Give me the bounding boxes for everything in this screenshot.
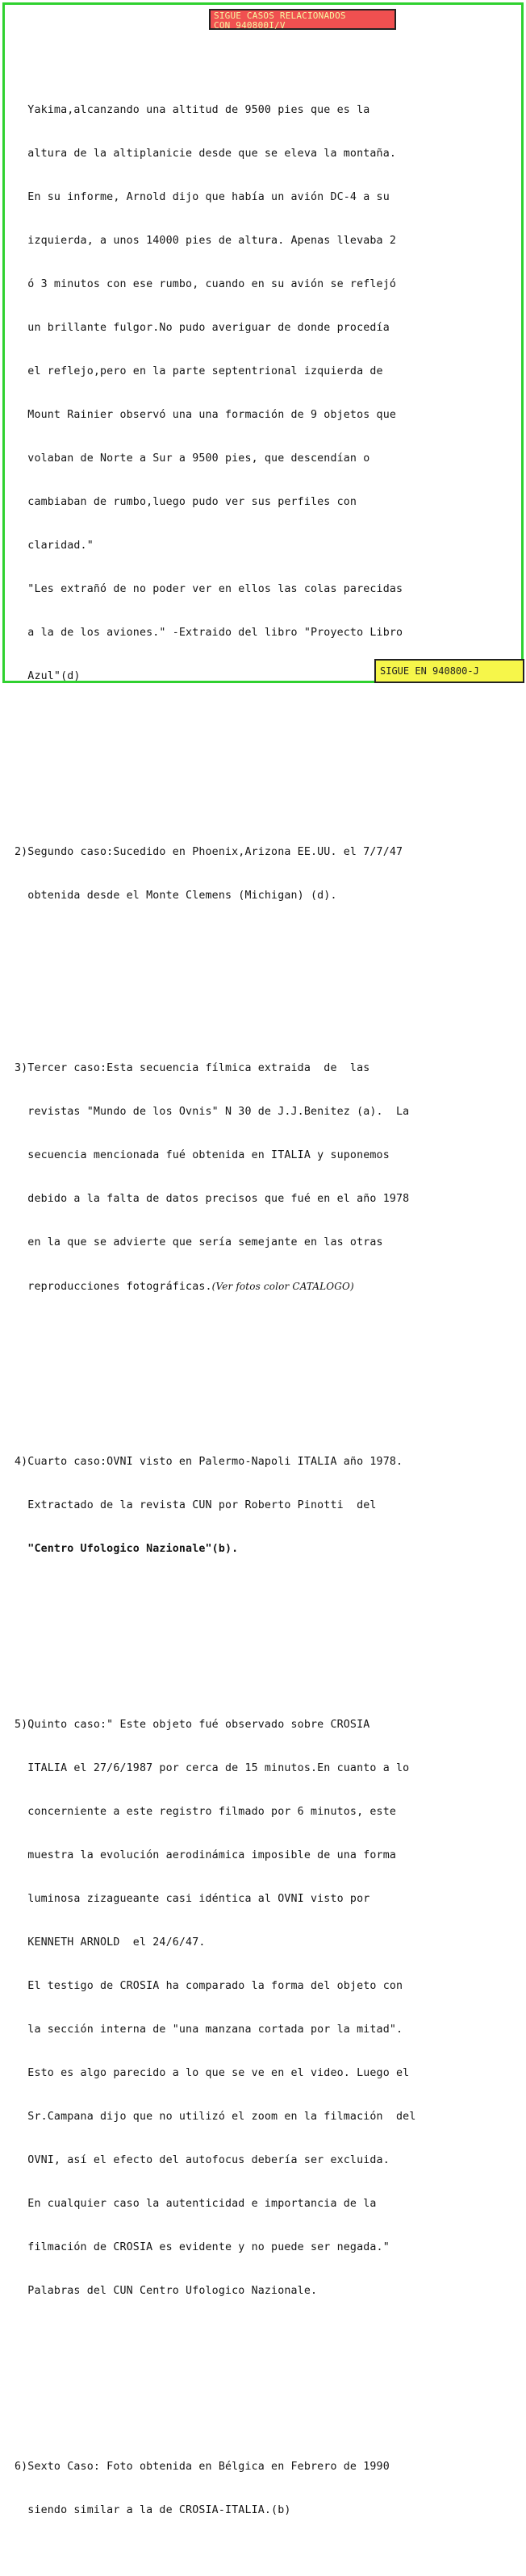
continues-tag <box>374 659 524 683</box>
case-2 <box>15 816 513 932</box>
case-3 <box>15 1032 513 1323</box>
intro-paragraph <box>15 74 513 713</box>
case-heading: 3)Tercer caso:Esta secuencia fílmica extraida de las <box>15 1062 370 1074</box>
case-heading: 4)Cuarto caso:OVNI visto en Palermo-Napoli ITALIA año 1978. <box>15 1456 403 1468</box>
text-line: en la que se advierte que sería semejante en las otras <box>15 1236 383 1248</box>
text-line: a la de los aviones." -Extraido del libro "Proyecto Libro <box>15 627 403 639</box>
text-line: altura de la altiplanicie desde que se eleva la montaña. <box>15 148 397 160</box>
text-line: "Centro Ufologico Nazionale"(b). <box>15 1543 239 1555</box>
text-line: secuencia mencionada fué obtenida en ITALIA y suponemos <box>15 1149 390 1161</box>
text-line: siendo similar a la de CROSIA-ITALIA.(b) <box>15 2504 291 2516</box>
continues-tag-text: SIGUE EN 940800-J <box>380 665 479 677</box>
text-line: Sr.Campana dijo que no utilizó el zoom en la filmación del <box>15 2111 416 2123</box>
text-line: revistas "Mundo de los Ovnis" N 30 de J.J.Benitez (a). La <box>15 1106 410 1118</box>
case-heading: 5)Quinto caso:" Este objeto fué observado sobre CROSIA <box>15 1719 370 1731</box>
related-cases-tag-text: SIGUE CASOS RELACIONADOS CON 940800I/V <box>214 10 346 31</box>
text-line: luminosa zizagueante casi idéntica al OVNI visto por <box>15 1893 370 1905</box>
text-line: claridad." <box>15 540 94 552</box>
text-line: la sección interna de "una manzana cortada por la mitad". <box>15 2024 403 2036</box>
text-line: filmación de CROSIA es evidente y no puede ser negada." <box>15 2241 390 2253</box>
text-line <box>15 1279 513 1294</box>
text-line: concerniente a este registro filmado por 6 minutos, este <box>15 1806 397 1818</box>
text-line: "Les extrañó de no poder ver en ellos las colas parecidas <box>15 583 403 595</box>
text-line: debido a la falta de datos precisos que fué en el año 1978 <box>15 1193 410 1205</box>
text-line: Mount Rainier observó una una formación de 9 objetos que <box>15 409 397 421</box>
text-line: izquierda, a unos 14000 pies de altura. Apenas llevaba 2 <box>15 235 397 247</box>
text-line: cambiaban de rumbo,luego pudo ver sus perfiles con <box>15 496 357 508</box>
case3-last-line: reproducciones fotográficas. <box>15 1281 212 1293</box>
case-4 <box>15 1426 513 1586</box>
text-line: Azul"(d) <box>15 670 81 682</box>
text-line: KENNETH ARNOLD el 24/6/47. <box>15 1936 206 1949</box>
text-line: Palabras del CUN Centro Ufologico Nazionale. <box>15 2285 318 2297</box>
text-line: un brillante fulgor.No pudo averiguar de donde procedía <box>15 322 390 334</box>
case-heading: 6)Sexto Caso: Foto obtenida en Bélgica en Febrero de 1990 <box>15 2461 390 2473</box>
case-6 <box>15 2431 513 2547</box>
text-line: En cualquier caso la autenticidad e importancia de la <box>15 2198 377 2210</box>
text-line: obtenida desde el Monte Clemens (Michigan) (d). <box>15 890 337 902</box>
related-cases-tag <box>209 9 396 30</box>
text-line: Extractado de la revista CUN por Roberto Pinotti del <box>15 1499 377 1511</box>
text-line: ó 3 minutos con ese rumbo, cuando en su avión se reflejó <box>15 278 397 290</box>
text-line: ITALIA el 27/6/1987 por cerca de 15 minutos.En cuanto a lo <box>15 1762 410 1774</box>
text-line: OVNI, así el efecto del autofocus debería ser excluida. <box>15 2154 390 2166</box>
case-5 <box>15 1689 513 2328</box>
text-line: el reflejo,pero en la parte septentrional izquierda de <box>15 365 383 377</box>
text-line: Yakima,alcanzando una altitud de 9500 pies que es la <box>15 104 370 116</box>
case-heading: 2)Segundo caso:Sucedido en Phoenix,Arizona EE.UU. el 7/7/47 <box>15 846 403 858</box>
text-line: volaban de Norte a Sur a 9500 pies, que descendían o <box>15 452 370 465</box>
text-line: En su informe, Arnold dijo que había un avión DC-4 a su <box>15 191 390 203</box>
text-line: muestra la evolución aerodinámica imposible de una forma <box>15 1849 397 1861</box>
text-line: Esto es algo parecido a lo que se ve en el video. Luego el <box>15 2067 410 2079</box>
document-body <box>15 31 513 2576</box>
text-line: El testigo de CROSIA ha comparado la forma del objeto con <box>15 1980 403 1992</box>
handwritten-note: (Ver fotos color CATALOGO) <box>211 1281 354 1292</box>
